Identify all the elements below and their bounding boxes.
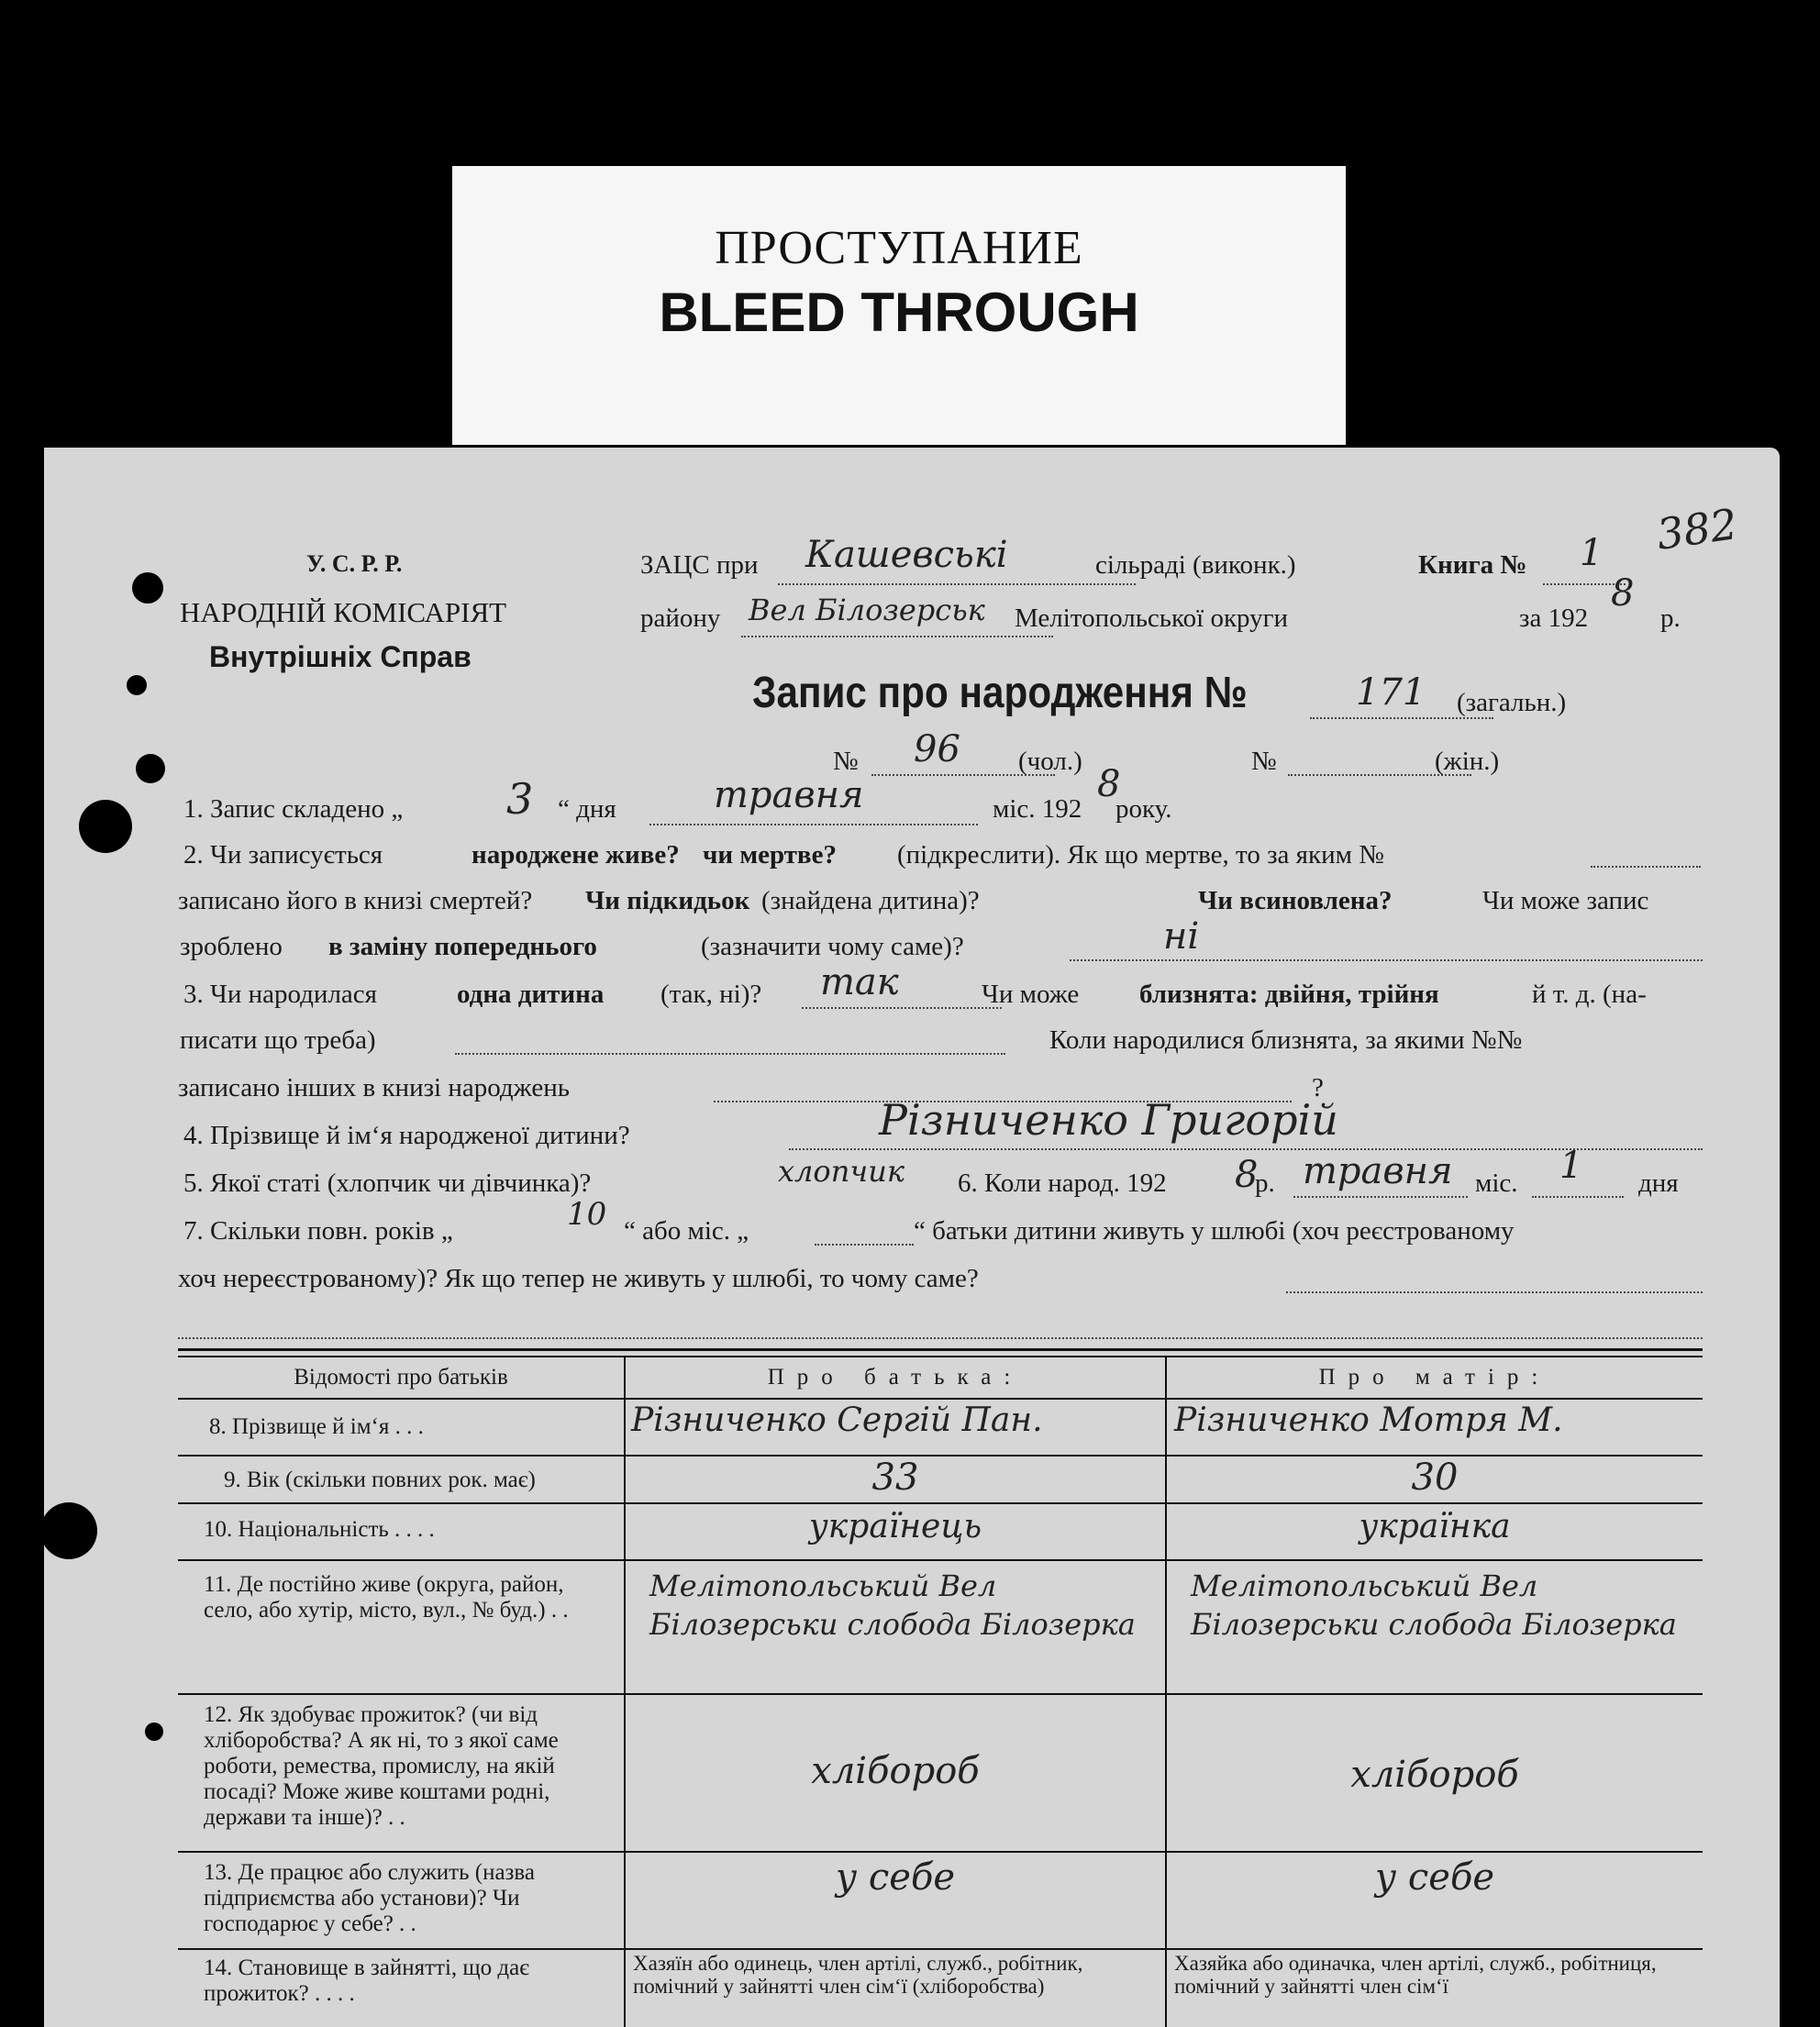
father-workplace: у себе [835, 1856, 956, 1899]
q1-year: 8 [1097, 763, 1121, 805]
q2-value: ні [1163, 915, 1200, 958]
q4-label: 4. Прізвище й ім‘я народженої дитини? [183, 1121, 630, 1150]
council-label: сільраді (виконк.) [1095, 550, 1296, 580]
q3-line3-a: записано інших в книзі народжень [178, 1073, 570, 1102]
female-label: (жін.) [1435, 747, 1500, 776]
row-label-age: 9. Вік (скільки повних рок. має) [224, 1468, 536, 1492]
mother-age: 30 [1411, 1457, 1459, 1499]
birth-record-document [44, 448, 1780, 2027]
archive-number: 382 [1653, 499, 1741, 559]
father-livelihood: хлібороб [811, 1750, 980, 1792]
q6-day: 1 [1559, 1145, 1583, 1187]
q7-line1-a: 7. Скільки повн. років „ [183, 1216, 453, 1246]
q3-line1-b: одна дитина [457, 980, 605, 1009]
mother-nationality: українка [1359, 1508, 1511, 1545]
year-value: 8 [1611, 572, 1635, 615]
table-header-mother: Про матір: [1318, 1365, 1551, 1390]
q3-line1-e: близнята: двійня, трійня [1139, 980, 1439, 1009]
row-label-name: 8. Прізвище й ім‘я . . . [209, 1414, 424, 1439]
q3-line1-c: (так, ні)? [660, 980, 762, 1009]
q2-line2-d: Чи всиновлена? [1198, 886, 1393, 915]
q6-year: 8 [1235, 1154, 1259, 1196]
row-label-residence: 11. Де постійно живе (округа, район, село, або хутір, місто, вул., № буд.) . . [204, 1572, 569, 1623]
q3-line3-b: ? [1312, 1073, 1324, 1102]
q2-line2-e: Чи може запис [1482, 886, 1649, 915]
father-age: 33 [871, 1457, 919, 1499]
row-label-workplace: 13. Де працює або служить (назва підприємства або установи)? Чи господарює у себе? . . [204, 1860, 535, 1936]
mother-livelihood: хлібороб [1350, 1754, 1519, 1796]
q7-line1-c: “ батьки дитини живуть у шлюбі (хоч реєстрованому [914, 1216, 1515, 1246]
notice-line-ru: ПРОСТУПАНИЕ [715, 222, 1083, 274]
punch-hole [145, 1722, 163, 1741]
punch-hole [40, 1502, 97, 1559]
father-residence: Мелітопольський Вел Білозерськи слобода Білозерка [649, 1568, 1136, 1642]
record-title: Запис про народження № [752, 669, 1248, 717]
q3-value: так [820, 961, 899, 1003]
father-nationality: українець [808, 1508, 982, 1545]
commissariat-label: НАРОДНІЙ КОМІСАРІЯТ [180, 596, 507, 628]
q5-label: 5. Якої статі (хлопчик чи дівчинка)? [183, 1169, 592, 1198]
q6-month: травня [1303, 1150, 1453, 1192]
q7-line1-b: “ або міс. „ [624, 1216, 749, 1246]
q7-years: 10 [567, 1196, 607, 1233]
bleed-through-notice [452, 166, 1346, 445]
q6-day-suffix: дня [1638, 1169, 1679, 1198]
q1-month-suffix: міс. 192 [993, 794, 1082, 824]
q2-line1-c: чи мертве? [703, 840, 837, 870]
male-number: 96 [914, 728, 960, 770]
punch-hole [127, 675, 147, 695]
q3-line2-b: Коли народилися близнята, за якими №№ [1049, 1025, 1523, 1055]
zags-label: ЗАЦС при [640, 550, 759, 580]
child-name: Різниченко Григорій [879, 1095, 1338, 1145]
father-employment: Хазяїн або одинець, член артілі, служб., робітник, помічний у зайнятті член сім‘ї (хліборобства) [633, 1952, 1083, 1998]
q6-month-suffix: міс. [1475, 1169, 1518, 1198]
notice-line-en: BLEED THROUGH [659, 282, 1139, 343]
q2-line1-b: народжене живе? [472, 840, 680, 870]
q3-line1-f: й т. д. (на- [1532, 980, 1647, 1009]
punch-hole [132, 572, 163, 604]
row-label-nationality: 10. Національність . . . . [204, 1517, 435, 1542]
record-suffix: (загальн.) [1457, 688, 1567, 717]
q6-label: 6. Коли народ. 192 [958, 1169, 1167, 1198]
mother-name: Різниченко Мотря М. [1174, 1401, 1563, 1439]
q1-day-suffix: “ дня [558, 794, 616, 824]
q3-line1-d: Чи може [982, 980, 1080, 1009]
q2-line2-b: Чи підкидьок [585, 886, 750, 915]
mother-employment: Хазяйка або одиначка, член артілі, служб., робітниця, помічний у зайнятті член сім‘ї [1174, 1952, 1657, 1998]
q2-line1-a: 2. Чи записується [183, 840, 383, 870]
book-label: Книга № [1418, 550, 1527, 580]
row-label-livelihood: 12. Як здобуває прожиток? (чи від хліборобства? А як ні, то з якої саме роботи, ремества, промислу, на якій посаді? Може живе коштами родні, держави та інше)? . . [204, 1702, 559, 1830]
q1-prefix: 1. Запис складено „ [183, 794, 404, 824]
year-label: за 192 [1519, 604, 1589, 633]
q6-year-suffix: р. [1255, 1169, 1275, 1198]
male-label: (чол.) [1018, 747, 1082, 776]
q2-line3-b: в заміну попереднього [328, 932, 597, 961]
q3-line1-a: 3. Чи народилася [183, 980, 378, 1009]
q3-line2-a: писати що треба) [180, 1025, 376, 1055]
district-value: Вел Білозерськ [749, 593, 985, 627]
zags-value: Кашевські [805, 534, 1008, 576]
table-header-father: Про батька: [767, 1365, 1024, 1390]
q1-year-suffix: року. [1115, 794, 1172, 824]
q1-day: 3 [506, 774, 534, 824]
q7-line2: хоч нереєстрованому)? Як що тепер не живуть у шлюбі, то чому саме? [178, 1264, 979, 1293]
book-value: 1 [1580, 532, 1604, 574]
okrug-label: Мелітопольської округи [1015, 604, 1289, 633]
republic-label: У. С. Р. Р. [306, 550, 403, 577]
male-no-label: № [833, 747, 859, 776]
department-label: Внутрішніх Справ [209, 640, 472, 673]
punch-hole [136, 754, 165, 783]
record-number: 171 [1356, 671, 1426, 714]
q2-line2-c: (знайдена дитина)? [761, 886, 980, 915]
mother-workplace: у себе [1374, 1856, 1495, 1899]
mother-residence: Мелітопольський Вел Білозерськи слобода Білозерка [1191, 1568, 1677, 1642]
q2-line3-a: зроблено [180, 932, 283, 961]
q2-line3-c: (зазначити чому саме)? [701, 932, 964, 961]
q2-line2-a: записано його в книзі смертей? [178, 886, 533, 915]
row-label-employment: 14. Становище в зайнятті, що дає прожиток? . . . . [204, 1955, 529, 2006]
father-name: Різниченко Сергій Пан. [631, 1401, 1043, 1439]
table-header-info: Відомості про батьків [294, 1365, 508, 1390]
district-label: району [640, 604, 721, 633]
year-suffix: р. [1660, 604, 1681, 633]
q2-line1-d: (підкреслити). Як що мертве, то за яким № [897, 840, 1384, 870]
child-sex: хлопчик [778, 1154, 904, 1189]
q1-month: травня [714, 774, 864, 816]
punch-hole [79, 800, 132, 853]
female-no-label: № [1251, 747, 1277, 776]
